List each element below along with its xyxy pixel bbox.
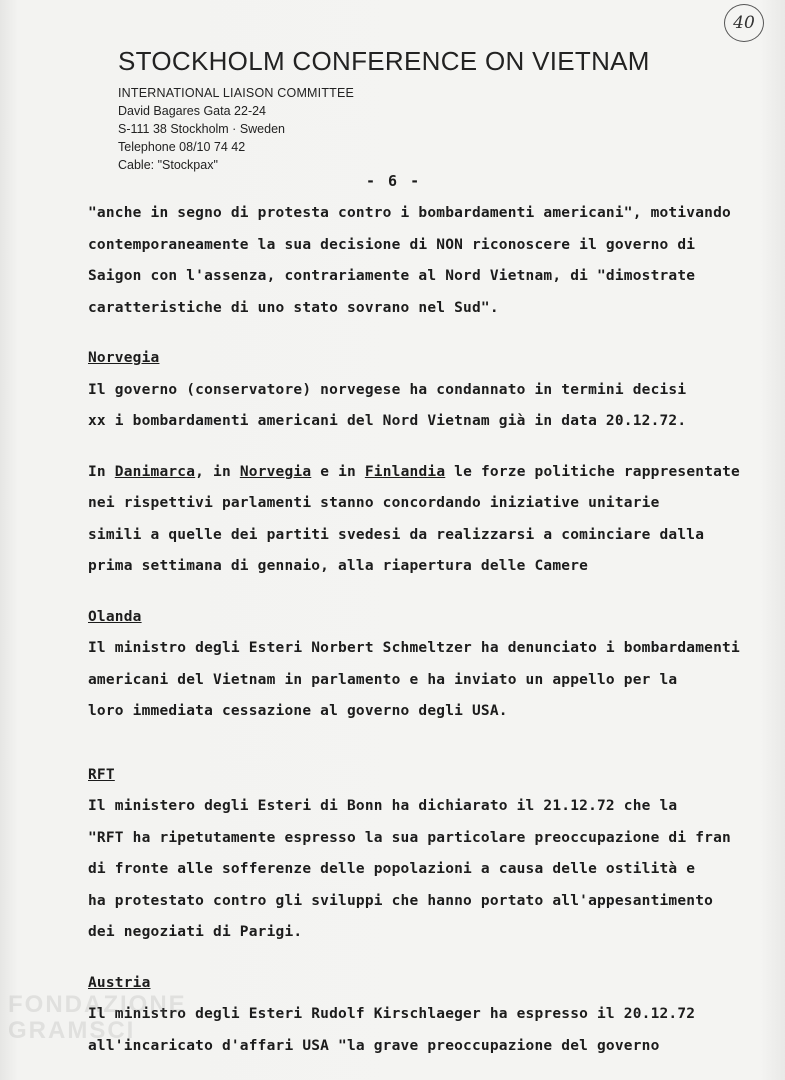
- section-heading-olanda: Olanda: [88, 608, 142, 625]
- section-heading-austria: Austria: [88, 974, 151, 991]
- text-line: Il ministero degli Esteri di Bonn ha dichiarato il 21.12.72 che la: [88, 798, 678, 814]
- text-line: xx i bombardamenti americani del Nord Vietnam già in data 20.12.72.: [88, 413, 687, 429]
- country-finlandia: Finlandia: [364, 463, 446, 480]
- cable: Cable: "Stockpax": [118, 158, 218, 172]
- letterhead: [118, 44, 650, 174]
- handwritten-page-number: 40: [724, 4, 764, 42]
- country-norvegia: Norvegia: [239, 463, 312, 480]
- address-street: David Bagares Gata 22-24: [118, 104, 267, 118]
- text-line: loro immediata cessazione al governo degli USA.: [88, 703, 508, 719]
- letterhead-title: STOCKHOLM CONFERENCE ON VIETNAM: [118, 46, 650, 76]
- text-line: Il ministro degli Esteri Norbert Schmeltzer ha denunciato i bombardamenti: [88, 640, 740, 656]
- text-line: americani del Vietnam in parlamento e ha inviato un appello per la: [88, 671, 678, 688]
- section-heading-rft: RFT: [88, 766, 115, 783]
- text-line: dei negoziati di Parigi.: [88, 924, 303, 940]
- text-line: "RFT ha ripetutamente espresso la sua particolare preoccupazione di fran: [88, 829, 731, 846]
- text-line: prima settimana di gennaio, alla riapertura delle Camere: [88, 558, 589, 574]
- section-heading-norvegia: Norvegia: [88, 350, 160, 366]
- text-line: "anche in segno di protesta contro i bombardamenti americani", motivando: [88, 205, 731, 221]
- text-line: caratteristiche di uno stato sovrano nel Sud".: [88, 299, 499, 316]
- page-number: - 6 -: [366, 172, 422, 190]
- address-city: S-111 38 Stockholm · Sweden: [118, 122, 285, 136]
- text-line: di fronte alle sofferenze delle popolazioni a causa delle ostilità e: [88, 861, 696, 877]
- text-line: ha protestato contro gli sviluppi che hanno portato all'appesantimento: [88, 892, 714, 909]
- document-body: [88, 198, 778, 1062]
- letterhead-address: [118, 84, 650, 174]
- archive-watermark: FONDAZIONE GRAMSCI: [8, 991, 187, 1044]
- text-line: Il ministro degli Esteri Rudolf Kirschlaeger ha espresso il 20.12.72: [88, 1006, 696, 1022]
- telephone: Telephone 08/10 74 42: [118, 140, 246, 154]
- text-line: nei rispettivi parlamenti stanno concordando iniziative unitarie: [88, 495, 660, 511]
- text-line: simili a quelle dei partiti svedesi da realizzarsi a cominciare dalla: [88, 526, 705, 543]
- committee-name: INTERNATIONAL LIAISON COMMITTEE: [118, 86, 355, 100]
- text-line: contemporaneamente la sua decisione di NON riconoscere il governo di: [88, 236, 696, 253]
- text-line-nordic: In Danimarca, in Norvegia e in Finlandia le forze politiche rappresentate: [88, 463, 740, 480]
- text-line: Saigon con l'assenza, contrariamente al Nord Vietnam, di "dimostrate: [88, 268, 696, 284]
- text-line: Il governo (conservatore) norvegese ha condannato in termini decisi: [88, 381, 687, 398]
- country-danimarca: Danimarca: [114, 463, 196, 480]
- text-line: all'incaricato d'affari USA "la grave preoccupazione del governo: [88, 1037, 660, 1054]
